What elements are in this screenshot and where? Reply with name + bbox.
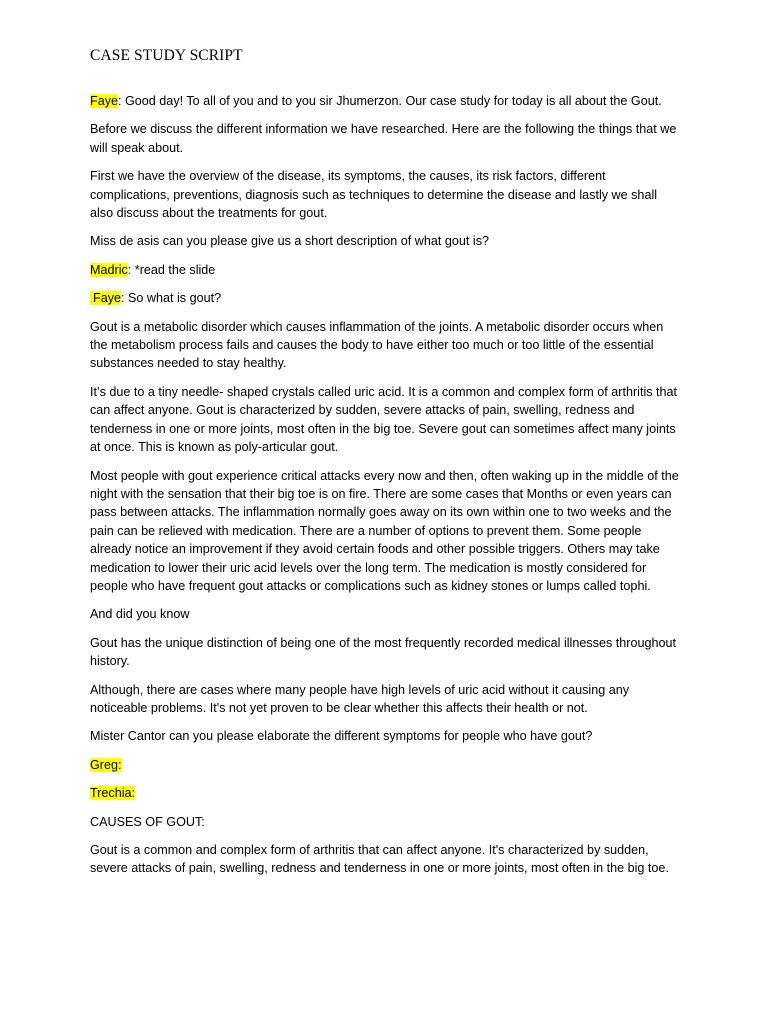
paragraph-greg <box>90 756 682 774</box>
paragraph-faye-greeting: Faye: Good day! To all of you and to you sir Jhumerzon. Our case study for today is all about the Gout. <box>90 94 662 108</box>
paragraph-madric: Madric: *read the slide <box>90 262 216 277</box>
paragraph: Before we discuss the different information we have researched. Here are the following the things that we will speak about. <box>90 122 677 155</box>
speaker-label: Trechia: <box>90 786 136 801</box>
document-title: CASE STUDY SCRIPT <box>90 47 243 64</box>
paragraph: Gout is a common and complex form of arthritis that can affect anyone. It's characterized by sudden, severe attacks of pain, swelling, redness and tenderness in one or more joints, most often in the big toe. <box>90 843 669 876</box>
speaker-label: Greg: <box>90 757 122 772</box>
paragraph: Gout has the unique distinction of being one of the most frequently recorded medical illnesses throughout history. <box>90 635 676 669</box>
section-heading: CAUSES OF GOUT: <box>90 814 205 829</box>
paragraph-trechia <box>90 784 682 802</box>
paragraph: Most people with gout experience critical attacks every now and then, often waking up in the middle of the night with the sensation that their big toe is on fire. There are some cases that Months or even years can pass between attacks. The inflammation normally goes away on its own within one to two weeks and the pain can be relieved with medication. There are a number of options to prevent them. Some people already notice an improvement if they avoid certain foods and other possible triggers. Others may take medication to lower their uric acid levels over the long term. The medication is mostly considered for people who have frequent gout attacks or complications such as kidney stones or lumps called tophi. <box>90 468 679 593</box>
paragraph: Miss de asis can you please give us a short description of what gout is? <box>90 234 490 249</box>
paragraph: And did you know <box>90 607 190 622</box>
document-body <box>90 92 682 888</box>
speaker-label: Faye <box>90 94 118 108</box>
paragraph: Gout is a metabolic disorder which causes inflammation of the joints. A metabolic disorder occurs when the metabolism process fails and causes the body to have either too much or too little of the essential substances needed to stay healthy. <box>90 319 664 371</box>
paragraph: Mister Cantor can you please elaborate the different symptoms for people who have gout? <box>90 729 593 744</box>
speaker-label: Madric <box>90 262 128 277</box>
speaker-label: Faye <box>90 291 121 305</box>
paragraph: It’s due to a tiny needle- shaped crystals called uric acid. It is a common and complex form of arthritis that can affect anyone. Gout is characterized by sudden, severe attacks of pain, swelling, redness and tenderness in one or more joints, most often in the big toe. Severe gout can sometimes affect many joints at once. This is known as poly-articular gout. <box>90 384 678 455</box>
paragraph: First we have the overview of the disease, its symptoms, the causes, its risk factors, different complications, preventions, diagnosis such as techniques to determine the disease and lastly we shall also discuss about the treatments for gout. <box>90 169 658 221</box>
paragraph-faye-question: Faye: So what is gout? <box>90 289 682 307</box>
paragraph: Although, there are cases where many people have high levels of uric acid without it causing any noticeable problems. It's not yet proven to be clear whether this affects their health or not. <box>90 682 630 715</box>
